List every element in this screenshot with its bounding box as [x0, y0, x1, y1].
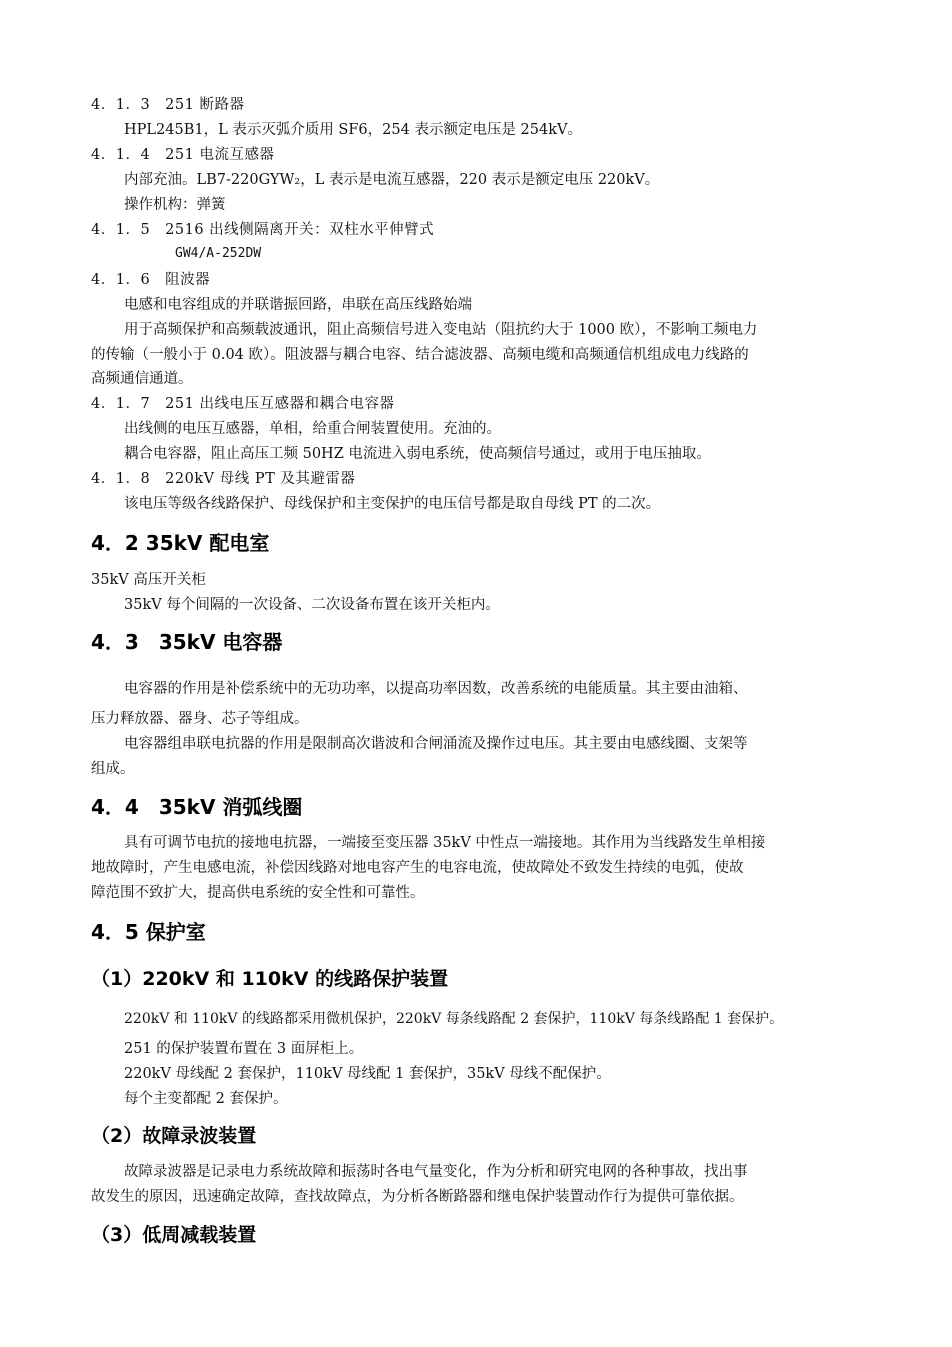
section-heading-4-1-6: 4．1．6 阻波器: [91, 272, 211, 288]
paragraph-line: 220kV 和 110kV 的线路都采用微机保护，220kV 每条线路配 2 套保护，110kV 每条线路配 1 套保护。: [124, 1011, 784, 1027]
section-heading-4-1-7: 4．1．7 251 出线电压互感器和耦合电容器: [91, 396, 395, 412]
paragraph-line: 组成。: [91, 761, 135, 777]
paragraph-line: 内部充油。LB7-220GYW₂，L 表示是电流互感器，220 表示是额定电压 220kV。: [124, 172, 660, 188]
section-heading-4-1-5: 4．1．5 2516 出线侧隔离开关：双柱水平伸臂式: [91, 222, 435, 238]
paragraph-line: 用于高频保护和高频载波通讯，阻止高频信号进入变电站（阻抗约大于 1000 欧），不影响工频电力: [124, 322, 758, 338]
paragraph-line: HPL245B1，L 表示灭弧介质用 SF6，254 表示额定电压是 254kV。: [124, 122, 582, 138]
section-heading-4-1-8: 4．1．8 220kV 母线 PT 及其避雷器: [91, 471, 356, 487]
model-number: GW4/A-252DW: [175, 246, 262, 261]
paragraph-line: 操作机构：弹簧: [124, 197, 226, 213]
paragraph-line: 电容器组串联电抗器的作用是限制高次谐波和合闸涌流及操作过电压。其主要由电感线圈、支架等: [124, 736, 748, 752]
paragraph-line: 电感和电容组成的并联谐振回路，串联在高压线路始端: [124, 297, 472, 313]
paragraph-line: 35kV 高压开关柜: [91, 572, 206, 588]
paragraph-line: 压力释放器、器身、芯子等组成。: [91, 711, 309, 727]
paragraph-line: 故发生的原因，迅速确定故障，查找故障点，为分析各断路器和继电保护装置动作行为提供可靠依据。: [91, 1189, 744, 1205]
section-heading-4-3: 4．3 35kV 电容器: [91, 630, 283, 654]
paragraph-line: 出线侧的电压互感器，单相，给重合闸装置使用。充油的。: [124, 421, 501, 437]
subsection-heading-2: （2）故障录波装置: [91, 1125, 257, 1147]
subsection-heading-1: （1）220kV 和 110kV 的线路保护装置: [91, 968, 449, 990]
section-heading-4-2: 4．2 35kV 配电室: [91, 531, 270, 555]
paragraph-line: 地故障时，产生电感电流，补偿因线路对地电容产生的电容电流，使故障处不致发生持续的电弧，使故: [91, 860, 744, 876]
section-heading-4-1-4: 4．1．4 251 电流互感器: [91, 147, 275, 163]
paragraph-line: 故障录波器是记录电力系统故障和振荡时各电气量变化，作为分析和研究电网的各种事故，找出事: [124, 1164, 748, 1180]
paragraph-line: 高频通信通道。: [91, 371, 193, 387]
section-heading-4-4: 4．4 35kV 消弧线圈: [91, 795, 303, 819]
paragraph-line: 具有可调节电抗的接地电抗器，一端接至变压器 35kV 中性点一端接地。其作用为当线路发生单相接: [124, 835, 766, 851]
paragraph-line: 每个主变都配 2 套保护。: [124, 1091, 288, 1107]
paragraph-line: 220kV 母线配 2 套保护，110kV 母线配 1 套保护，35kV 母线不配保护。: [124, 1066, 611, 1082]
subsection-heading-3: （3）低周减载装置: [91, 1224, 257, 1246]
section-heading-4-1-3: 4．1．3 251 断路器: [91, 97, 245, 113]
section-heading-4-5: 4．5 保护室: [91, 920, 206, 944]
paragraph-line: 耦合电容器，阻止高压工频 50HZ 电流进入弱电系统，使高频信号通过，或用于电压抽取。: [124, 446, 711, 462]
paragraph-line: 障范围不致扩大，提高供电系统的安全性和可靠性。: [91, 885, 425, 901]
paragraph-line: 35kV 每个间隔的一次设备、二次设备布置在该开关柜内。: [124, 597, 500, 613]
paragraph-line: 251 的保护装置布置在 3 面屏柜上。: [124, 1041, 364, 1057]
paragraph-line: 电容器的作用是补偿系统中的无功功率，以提高功率因数，改善系统的电能质量。其主要由油箱、: [124, 681, 748, 697]
paragraph-line: 该电压等级各线路保护、母线保护和主变保护的电压信号都是取自母线 PT 的二次。: [124, 496, 661, 512]
paragraph-line: 的传输（一般小于 0.04 欧）。阻波器与耦合电容、结合滤波器、高频电缆和高频通信机组成电力线路的: [91, 347, 749, 363]
